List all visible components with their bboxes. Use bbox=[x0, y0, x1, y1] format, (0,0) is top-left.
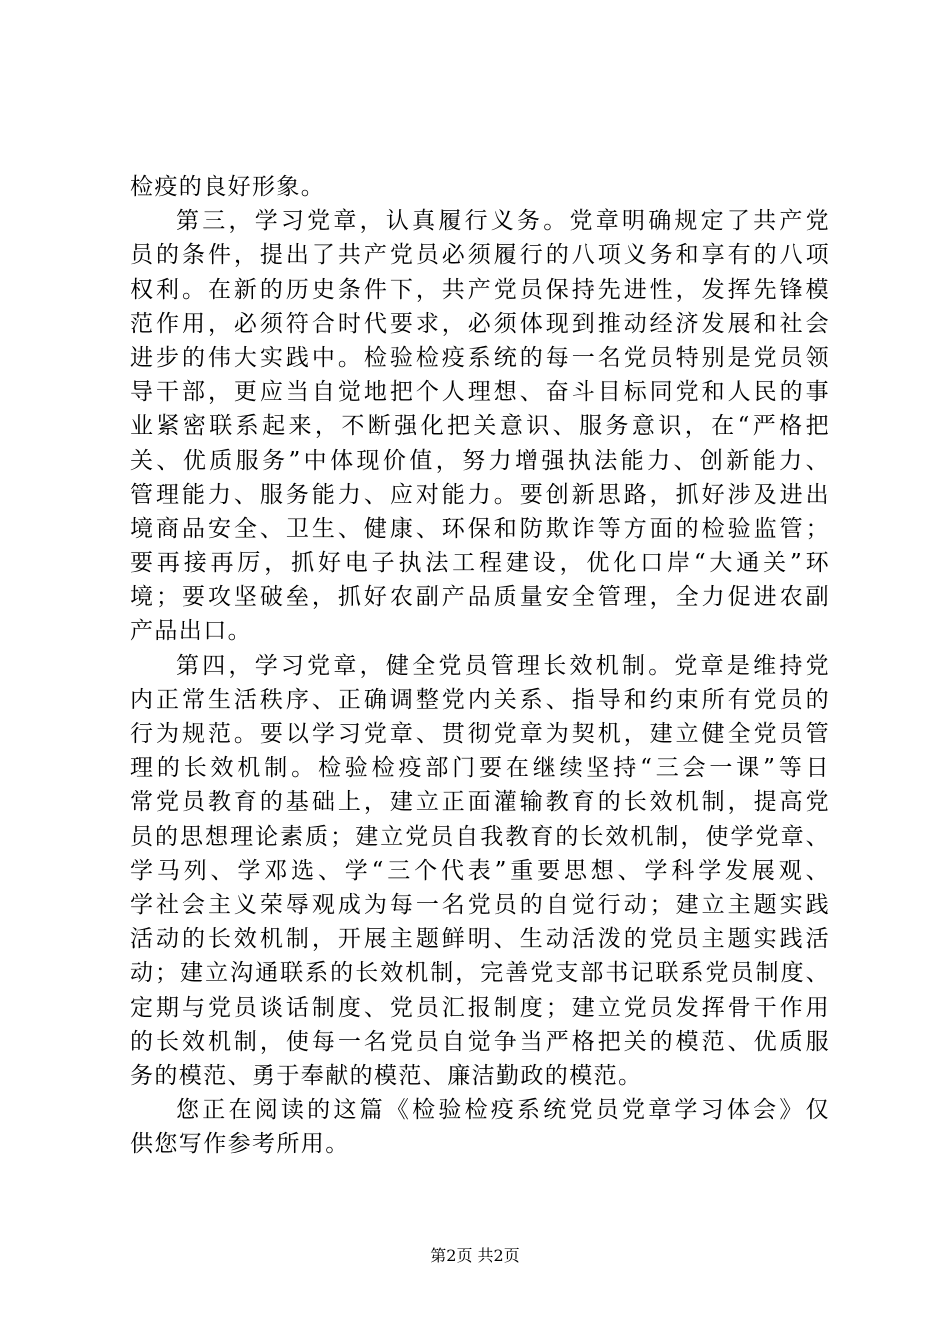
text-line: 理的长效机制。检验检疫部门要在继续坚持“三会一课”等日 bbox=[130, 755, 830, 782]
text-line: 进步的伟大实践中。检验检疫系统的每一名党员特别是党员领 bbox=[130, 344, 830, 371]
text-line: 供您写作参考所用。 bbox=[130, 1131, 350, 1158]
text-line: 第四，学习党章，健全党员管理长效机制。党章是维持党 bbox=[176, 652, 830, 679]
text-line: 范作用，必须符合时代要求，必须体现到推动经济发展和社会 bbox=[130, 310, 830, 337]
text-line: 您正在阅读的这篇《检验检疫系统党员党章学习体会》仅 bbox=[176, 1097, 830, 1124]
text-line: 员的思想理论素质；建立党员自我教育的长效机制，使学党章、 bbox=[130, 823, 830, 850]
text-line: 第三，学习党章，认真履行义务。党章明确规定了共产党 bbox=[176, 208, 830, 235]
text-line: 境；要攻坚破垒，抓好农副产品质量安全管理，全力促进农副 bbox=[130, 584, 830, 611]
text-line: 业紧密联系起来，不断强化把关意识、服务意识，在“严格把 bbox=[130, 413, 830, 440]
text-line: 管理能力、服务能力、应对能力。要创新思路，抓好涉及进出 bbox=[130, 481, 830, 508]
document-body bbox=[130, 170, 830, 1161]
page-footer: 第2页 共2页 bbox=[430, 1246, 520, 1265]
text-line: 导干部，更应当自觉地把个人理想、奋斗目标同党和人民的事 bbox=[130, 379, 830, 406]
text-line: 关、优质服务”中体现价值，努力增强执法能力、创新能力、 bbox=[130, 447, 830, 474]
text-line: 权利。在新的历史条件下，共产党员保持先进性，发挥先锋模 bbox=[130, 276, 830, 303]
text-line: 的长效机制，使每一名党员自觉争当严格把关的模范、优质服 bbox=[130, 1028, 830, 1055]
text-line: 内正常生活秩序、正确调整党内关系、指导和约束所有党员的 bbox=[130, 686, 830, 713]
text-line: 要再接再厉，抓好电子执法工程建设，优化口岸“大通关”环 bbox=[130, 550, 830, 577]
text-line: 动；建立沟通联系的长效机制，完善党支部书记联系党员制度、 bbox=[130, 960, 830, 987]
text-line: 活动的长效机制，开展主题鲜明、生动活泼的党员主题实践活 bbox=[130, 926, 830, 953]
text-line: 定期与党员谈话制度、党员汇报制度；建立党员发挥骨干作用 bbox=[130, 994, 830, 1021]
text-line: 学马列、学邓选、学“三个代表”重要思想、学科学发展观、 bbox=[130, 857, 830, 884]
text-line: 境商品安全、卫生、健康、环保和防欺诈等方面的检验监管； bbox=[130, 515, 830, 542]
text-line: 检疫的良好形象。 bbox=[130, 174, 326, 200]
text-line: 员的条件，提出了共产党员必须履行的八项义务和享有的八项 bbox=[130, 242, 830, 269]
text-line: 行为规范。要以学习党章、贯彻党章为契机，建立健全党员管 bbox=[130, 721, 830, 747]
text-line: 产品出口。 bbox=[130, 618, 252, 645]
text-line: 务的模范、勇于奉献的模范、廉洁勤政的模范。 bbox=[130, 1062, 643, 1089]
text-line: 常党员教育的基础上，建立正面灌输教育的长效机制，提高党 bbox=[130, 789, 830, 816]
text-line: 学社会主义荣辱观成为每一名党员的自觉行动；建立主题实践 bbox=[130, 891, 830, 918]
